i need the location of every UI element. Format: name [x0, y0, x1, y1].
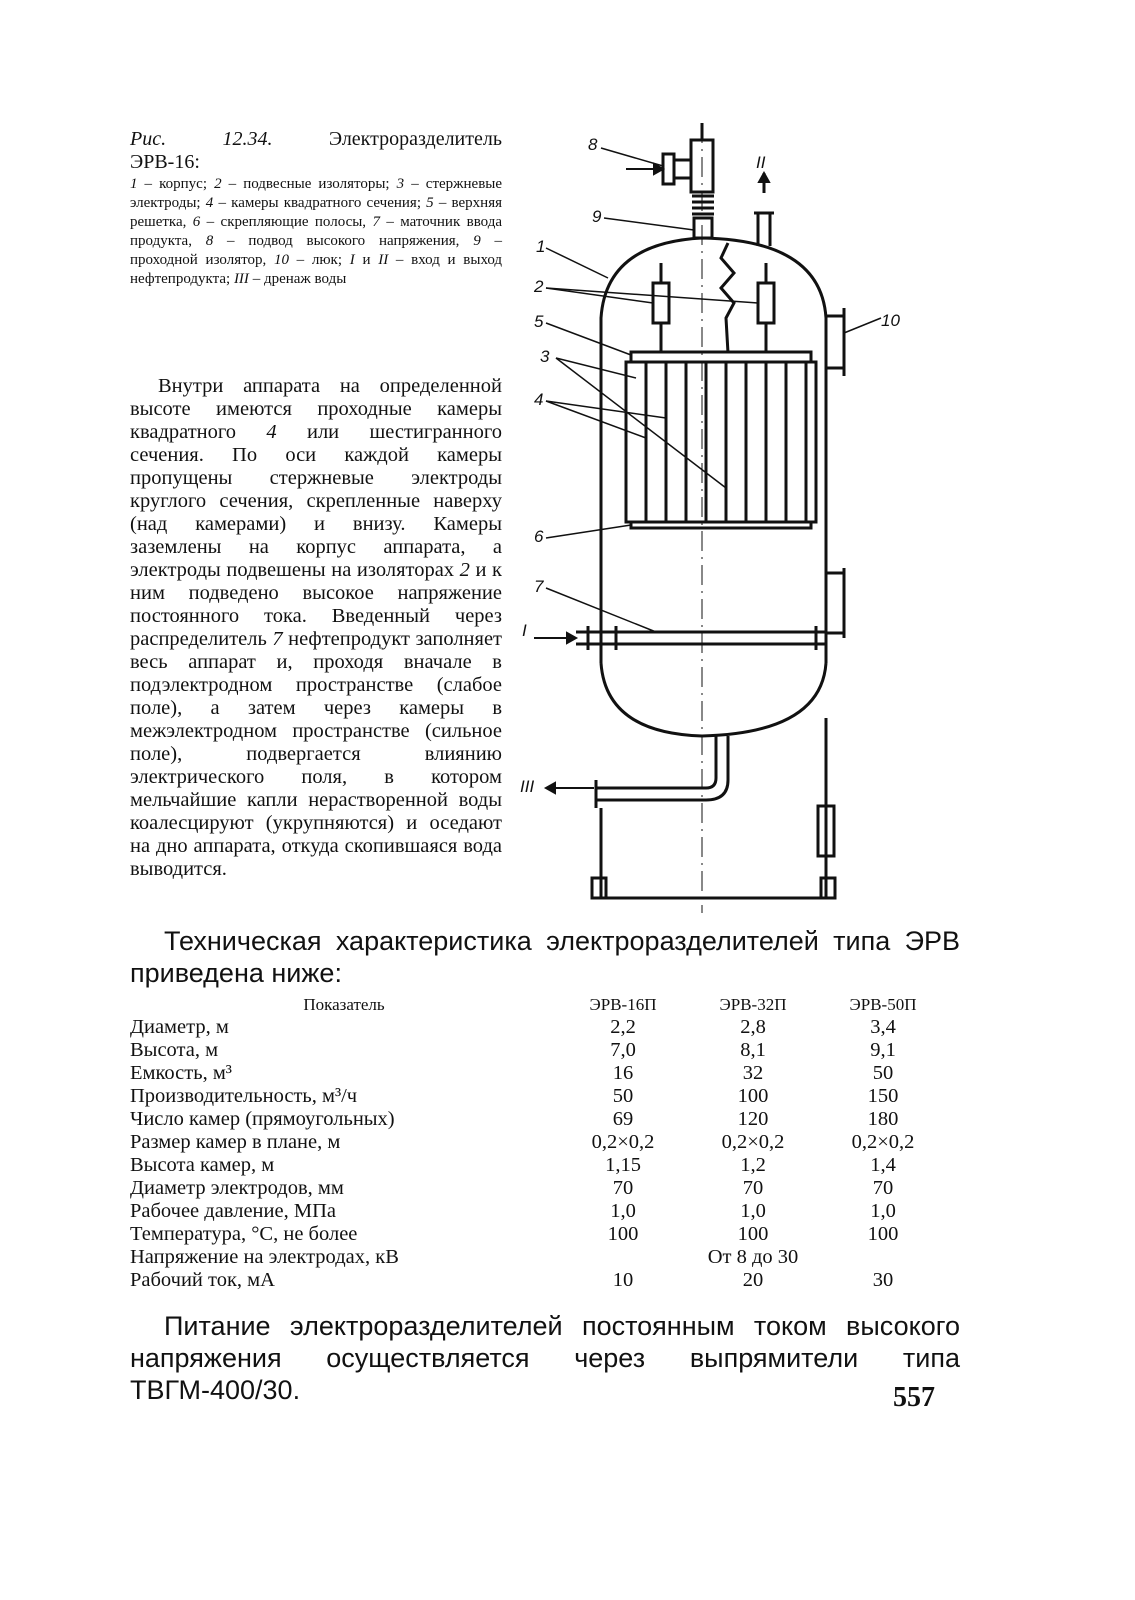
- table-row: [130, 1223, 948, 1246]
- legend-num: 5: [426, 195, 434, 211]
- cell-value: 120: [737, 1108, 769, 1130]
- description-paragraph: [130, 375, 502, 881]
- label-2: 2: [534, 277, 544, 296]
- legend-num: 1: [130, 176, 138, 192]
- ref-number: 4: [266, 421, 277, 443]
- row-label: Производительность, м³/ч: [130, 1085, 358, 1107]
- legend-num: 8: [205, 233, 214, 249]
- closing-paragraph: [130, 1310, 960, 1406]
- label-5: 5: [534, 312, 544, 331]
- desc-text: и к ним подведено высокое напряжение постоянного тока. Введенный через распределитель: [130, 559, 503, 650]
- legend-num: 4: [205, 195, 214, 211]
- label-10: 10: [881, 311, 900, 330]
- bushing-insulator: [694, 218, 712, 238]
- cell-value: 100: [607, 1223, 639, 1245]
- label-4: 4: [534, 390, 544, 409]
- label-8: 8: [588, 135, 598, 154]
- drain-arrowhead: [546, 783, 555, 793]
- cell-value: 8,1: [740, 1039, 766, 1061]
- desc-text: Внутри аппарата на определенной высоте имеются проходные камеры квадратного: [130, 375, 502, 443]
- label-7: 7: [534, 577, 544, 596]
- header-model: ЭРВ-32П: [719, 995, 787, 1014]
- legend-text: скрепляющие полосы,: [220, 214, 367, 230]
- leader-1: [546, 248, 608, 278]
- label-I: I: [522, 621, 527, 640]
- cell-value: [818, 1246, 948, 1269]
- legend-text: стержневые электроды;: [130, 176, 503, 211]
- cell-value: 9,1: [870, 1039, 896, 1061]
- page-number: 557: [893, 1382, 935, 1413]
- spec-table: [130, 993, 948, 1292]
- row-label: Диаметр электродов, мм: [130, 1177, 344, 1199]
- row-label: Высота камер, м: [130, 1154, 275, 1176]
- caption-prefix: Рис.: [130, 128, 167, 150]
- cell-value: [558, 1246, 688, 1269]
- cell-value: 70: [612, 1177, 634, 1199]
- legend-text: корпус;: [159, 176, 208, 192]
- leader-2: [546, 288, 653, 303]
- cell-value: 0,2×0,2: [851, 1131, 915, 1153]
- cell-value: От 8 до 30: [707, 1246, 799, 1268]
- cell-value: 70: [742, 1177, 764, 1199]
- ref-number: 2: [459, 559, 470, 581]
- row-label: Емкость, м³: [130, 1062, 232, 1084]
- legend-text: проходной изолятор,: [130, 252, 267, 268]
- drain-pipe: [596, 736, 716, 788]
- table-row: [130, 1131, 948, 1154]
- spec-intro: [130, 925, 960, 989]
- table-row: [130, 1246, 948, 1269]
- drain-pipe: [596, 736, 728, 800]
- support-foot: [592, 878, 606, 898]
- legend-text: маточник ввода продукта,: [130, 214, 503, 249]
- legend-num: 6: [192, 214, 201, 230]
- outlet-arrowhead: [759, 173, 769, 182]
- spec-intro-text: Техническая характеристика электроразделителей типа ЭРВ приведена ниже:: [130, 926, 960, 988]
- cell-value: 150: [867, 1085, 899, 1107]
- label-9: 9: [592, 207, 602, 226]
- legend-text: камеры квадратного сечения;: [231, 195, 421, 211]
- manhole: [826, 316, 844, 368]
- leader-10: [844, 318, 881, 333]
- table-row: [130, 1177, 948, 1200]
- legend-num: 9: [473, 233, 481, 249]
- label-II: II: [756, 153, 766, 172]
- cell-value: 1,0: [740, 1200, 766, 1222]
- header-indicator: Показатель: [303, 995, 385, 1014]
- cell-value: 7,0: [610, 1039, 636, 1061]
- legend-text: люк;: [311, 252, 343, 268]
- row-label: Размер камер в плане, м: [130, 1131, 341, 1153]
- table-row: [130, 1269, 948, 1292]
- leader-5: [546, 323, 631, 355]
- figure-caption: [130, 128, 502, 289]
- legend-text: и: [362, 252, 371, 268]
- table-row: [130, 1108, 948, 1131]
- cell-value: 10: [612, 1269, 634, 1291]
- leader-9: [604, 218, 694, 230]
- legend-num: 2: [214, 176, 222, 192]
- row-label: Напряжение на электродах, кВ: [130, 1246, 399, 1268]
- table-row: [130, 1016, 948, 1039]
- closing-text: Питание электроразделителей постоянным током высокого напряжения осуществляется через выпрямители типа ТВГМ-400/30.: [130, 1311, 960, 1405]
- legend-text: верхняя решетка,: [130, 195, 503, 230]
- leader-4b: [546, 401, 666, 418]
- row-label: Температура, °С, не более: [130, 1223, 358, 1245]
- cell-value: 1,15: [605, 1154, 641, 1176]
- cell-value: 50: [872, 1062, 894, 1084]
- table-header-row: [130, 993, 948, 1016]
- legend-num: II: [378, 252, 389, 268]
- leader-3b: [556, 358, 726, 488]
- cell-value: 2,2: [610, 1016, 636, 1038]
- cell-value: 69: [612, 1108, 634, 1130]
- header-model: ЭРВ-50П: [849, 995, 917, 1014]
- support-foot: [821, 878, 835, 898]
- table-row: [130, 1039, 948, 1062]
- side-nozzle: [826, 573, 844, 633]
- cell-value: 30: [872, 1269, 894, 1291]
- legend-num: I: [349, 252, 355, 268]
- separator-diagram: [516, 118, 916, 918]
- label-III: III: [520, 777, 535, 796]
- label-6: 6: [534, 527, 544, 546]
- legend-text: вход и выход нефтепродукта;: [130, 252, 503, 287]
- table-row: [130, 1200, 948, 1223]
- header-model: ЭРВ-16П: [589, 995, 657, 1014]
- legend-text: подвод высокого напряжения,: [248, 233, 460, 249]
- label-1: 1: [536, 237, 546, 256]
- bottom-strap: [631, 522, 811, 528]
- table-row: [130, 1154, 948, 1177]
- leader-8: [601, 148, 663, 166]
- label-3: 3: [540, 347, 550, 366]
- row-label: Высота, м: [130, 1039, 219, 1061]
- caption-legend: 1 – корпус; 2 – подвесные изоляторы; 3 – стержневые электроды; 4 – камеры квадратного сечения; 5 – верхняя решетка, 6 – скрепляющие полосы, 7 – маточник ввода продукта, 8 – подвод высокого напряжения, 9 – проходной изолятор, 10 – люк; I и II – вход и выход нефтепродукта; III – дренаж воды: [130, 176, 503, 287]
- cell-value: 50: [612, 1085, 634, 1107]
- cell-value: 16: [612, 1062, 634, 1084]
- desc-text: нефтепродукт заполняет весь аппарат и, проходя вначале в подэлектродном пространстве (слабое поле), а затем через камеры в межэлектродном пространстве (сильное поле), подвергается влиянию электрического поля, в котором мельчайшие капли нерастворенной воды коалесцируют (укрупняются) и оседают на дно аппарата, откуда скопившаяся вода выводится.: [130, 628, 503, 880]
- cell-value: 70: [872, 1177, 894, 1199]
- table-row: [130, 1062, 948, 1085]
- cell-value: 20: [742, 1269, 764, 1291]
- cell-value: 32: [742, 1062, 764, 1084]
- row-label: Диаметр, м: [130, 1016, 229, 1038]
- legend-num: III: [233, 271, 249, 287]
- row-label: Рабочий ток, мА: [130, 1269, 275, 1291]
- suspended-insulator: [653, 283, 669, 323]
- cell-value: 1,0: [610, 1200, 636, 1222]
- cell-value: 2,8: [740, 1016, 766, 1038]
- ref-number: 7: [272, 628, 283, 650]
- cell-value: 100: [737, 1085, 769, 1107]
- caption-heading: [130, 128, 502, 151]
- cell-value: 0,2×0,2: [591, 1131, 655, 1153]
- suspended-insulator: [758, 283, 774, 323]
- cell-value: 100: [867, 1223, 899, 1245]
- leader-4: [546, 401, 646, 438]
- legend-num: 7: [372, 214, 380, 230]
- cell-value: 0,2×0,2: [721, 1131, 785, 1153]
- hv-spring: [721, 243, 734, 353]
- caption-number: 12.34.: [222, 128, 273, 150]
- caption-model: ЭРВ-16:: [130, 151, 200, 173]
- cell-value: 100: [737, 1223, 769, 1245]
- legend-text: дренаж воды: [263, 271, 347, 287]
- cell-value: 1,2: [740, 1154, 766, 1176]
- caption-title: Электроразделитель: [328, 128, 502, 150]
- cell-value: 180: [867, 1108, 899, 1130]
- cell-value: 1,0: [870, 1200, 896, 1222]
- legend-num: 3: [396, 176, 405, 192]
- table-row: [130, 1085, 948, 1108]
- row-label: Число камер (прямоугольных): [130, 1108, 395, 1130]
- cell-value: 3,4: [870, 1016, 896, 1038]
- cell-value: 1,4: [870, 1154, 896, 1176]
- desc-text: или шестигранного сечения. По оси каждой камеры пропущены стержневые электроды круглого сечения, скрепленные наверху (над камерами) и внизу. Камеры заземлены на корпус аппарата, а электроды подвешены на изоляторах: [130, 421, 503, 581]
- vessel-bottom-head: [601, 663, 826, 736]
- row-label: Рабочее давление, МПа: [130, 1200, 336, 1222]
- leader-6: [546, 525, 631, 538]
- inlet-arrowhead: [567, 633, 576, 643]
- legend-num: 10: [273, 252, 289, 268]
- legend-text: подвесные изоляторы;: [243, 176, 390, 192]
